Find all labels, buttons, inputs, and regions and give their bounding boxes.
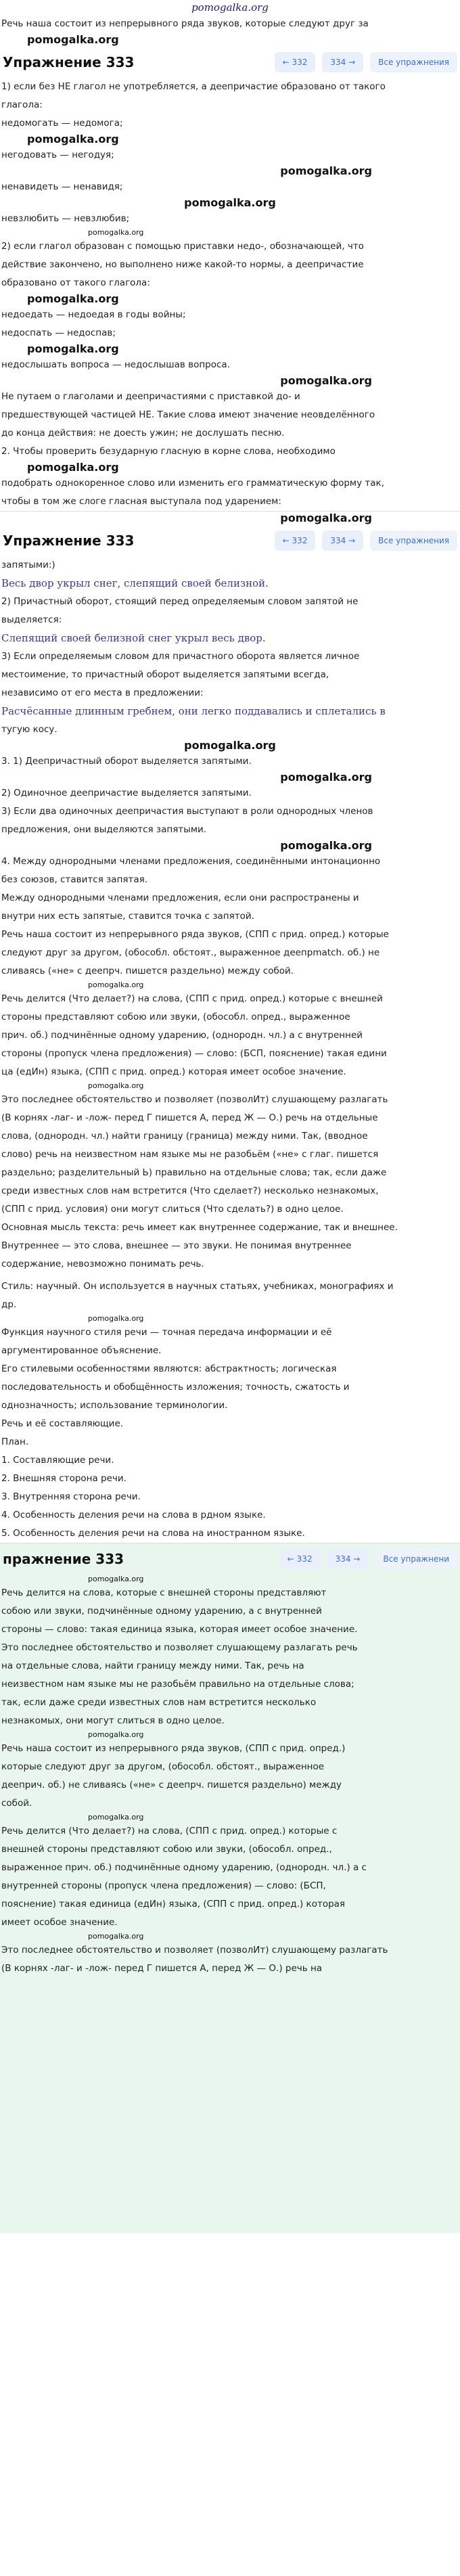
text-line: чтобы в том же слоге гласная выступала под ударением:	[1, 496, 281, 507]
text-line: стороны (пропуск члена предложения) — слово: (БСП, пояснение) такая едини	[1, 1048, 387, 1059]
text-line: дееприч. об.) не сливаясь («не» с деепрч. пишется раздельно) между	[1, 1780, 342, 1790]
text-line: Это последнее обстоятельство и позволяет слушающему разлагать речь	[1, 1642, 358, 1653]
exercise-title: Упражнение 333	[3, 533, 135, 549]
text-line: 1) если без НЕ глагол не употребляется, а деепричастие образовано от такого	[1, 81, 386, 92]
text-line: прич. об.) подчинённые одному ударению, (однородн. чл.) а с внутренней	[1, 1030, 363, 1041]
all-exercises-button[interactable]: Все упражнени	[375, 1549, 457, 1569]
text-line: ненавидеть — ненавидя;	[1, 181, 123, 192]
text-line: выделяется:	[1, 614, 62, 625]
text-line: предшествующей частицей НЕ. Такие слова имеют значение неовделённого	[1, 409, 375, 420]
text-line: слова, (однородн. чл.) найти границу (граница) между ними. Так, (вводное	[1, 1131, 368, 1142]
exercise-title: пражнение 333	[3, 1551, 124, 1567]
text-line: последовательность и обобщённость изложения; точность, сжатость и	[1, 1382, 350, 1393]
next-exercise-button[interactable]: 334 →	[327, 1549, 369, 1569]
watermark: pomogalka.org	[27, 292, 119, 305]
text-line: 1. Составляющие речи.	[1, 1455, 114, 1466]
text-line: на отдельные слова, найти границу между ними. Так, речь на	[1, 1660, 304, 1671]
text-line: предложения, они выделяются запятыми.	[1, 824, 207, 835]
text-line: Между однородными членами предложения, если они распространены и	[1, 892, 359, 903]
arrow-left-icon: ←	[282, 536, 292, 545]
watermark: pomogalka.org	[88, 1813, 144, 1822]
arrow-right-icon: →	[346, 58, 356, 67]
text-line: слово) речь на неизвестном нам языке мы не разобьём («не» с глаг. пишется	[1, 1149, 379, 1160]
text-line: среди известных слов нам встретится (Что сделает?) несколько незнакомых,	[1, 1185, 379, 1196]
text-line: 2) если глагол образован с помощью приставки недо-, обозначающей, что	[1, 241, 364, 252]
text-line: сливаясь («не» с деепрч. пишется раздельно) между собой.	[1, 966, 294, 976]
text-line: 4. Между однородными членами предложения, соединёнными интонационно	[1, 856, 381, 867]
site-logo[interactable]: pomogalka.org	[191, 1, 269, 14]
text-line: Речь и её составляющие.	[1, 1418, 124, 1429]
arrow-left-icon: ←	[282, 58, 292, 67]
text-line: действие закончено, но выполнено ниже какой-то нормы, а деепричастие	[1, 259, 364, 270]
text-line: 2) Одиночное деепричастие выделяется запятыми.	[1, 788, 252, 798]
text-line: Речь делится на слова, которые с внешней стороны представляют	[1, 1587, 327, 1598]
watermark: pomogalka.org	[27, 342, 119, 355]
section-3	[0, 1543, 460, 2233]
text-line: внутренней стороны (пропуск члена предложения) — слово: (БСП,	[1, 1880, 326, 1891]
prev-exercise-button[interactable]: ← 332	[275, 530, 316, 551]
watermark: pomogalka.org	[88, 1081, 144, 1090]
watermark: pomogalka.org	[88, 1575, 144, 1583]
text-line: 3. Внутренняя сторона речи.	[1, 1491, 141, 1502]
text-line: 2. Внешняя сторона речи.	[1, 1473, 127, 1484]
text-line: Это последнее обстоятельство и позволяет (позволИт) слушающему разлагать	[1, 1094, 388, 1105]
prev-exercise-button[interactable]: ← 332	[279, 1549, 321, 1569]
prev-exercise-button[interactable]: ← 332	[275, 52, 316, 72]
handwritten-line: Слепящий своей белизной снег укрыл весь двор.	[1, 632, 266, 644]
text-line: Речь наша состоит из непрерывного ряда звуков, (СПП с прид. опред.) которые	[1, 929, 389, 940]
text-line: ца (едИн) языка, (СПП с прид. опред.) которая имеет особое значение.	[1, 1066, 346, 1077]
text-line: 2) Причастный оборот, стоящий перед определяемым словом запятой не	[1, 596, 359, 607]
handwritten-line: Весь двор укрыл снег, слепящий своей белизной.	[1, 577, 269, 589]
watermark: pomogalka.org	[184, 196, 276, 209]
exercise-bar	[0, 525, 460, 556]
arrow-right-icon: →	[346, 536, 356, 545]
text-line: содержание, невозможно понимать речь.	[1, 1259, 204, 1269]
text-line: План.	[1, 1437, 29, 1447]
text-line: пояснение) такая единица (едИн) языка, (СПП с прид. опред.) которая	[1, 1899, 346, 1910]
all-exercises-button[interactable]: Все упражнения	[370, 52, 457, 72]
watermark: pomogalka.org	[27, 33, 119, 46]
exercise-bar	[0, 1543, 460, 1575]
text-line: (В корнях -лаг- и -лож- перед Г пишется А, перед Ж — О.) речь на	[1, 1963, 323, 1974]
text-line: недоедать — недоедая в годы войны;	[1, 309, 186, 320]
text-line: Не путаем о глаголами и деепричастиями с приставкой до- и	[1, 391, 300, 402]
all-exercises-button[interactable]: Все упражнения	[370, 530, 457, 551]
text-line: раздельно; разделительный Ь) правильно на отдельные слова; так, если даже	[1, 1167, 387, 1178]
section-2	[0, 511, 460, 1543]
text-line: образовано от такого глагола:	[1, 277, 150, 288]
text-line: выраженное прич. об.) подчинённые одному ударению, (однородн. чл.) а с	[1, 1862, 367, 1873]
exercise-title: Упражнение 333	[3, 54, 135, 70]
text-line: Функция научного стиля речи — точная передача информации и её	[1, 1327, 332, 1338]
text-line: (СПП с прид. условия) они могут слиться (Что сделать?) в одно целое.	[1, 1204, 344, 1215]
watermark: pomogalka.org	[27, 133, 119, 145]
text-line: однозначность; использование терминологии.	[1, 1400, 228, 1411]
text-line: стороны представляют собою или звуки, (обособл. опред., выраженное	[1, 1012, 350, 1022]
text-line: собою или звуки, подчинённые одному ударению, а с внутренней	[1, 1606, 322, 1617]
text-line: неизвестном нам языке мы не разобьём правильно на отдельные слова;	[1, 1679, 354, 1690]
watermark: pomogalka.org	[280, 374, 372, 387]
text-line: невзлюбить — невзлюбив;	[1, 213, 130, 224]
text-line: 4. Особенность деления речи на слова в рдном языке.	[1, 1510, 266, 1520]
text-line: тугую косу.	[1, 724, 58, 735]
text-line: аргументированное объяснение.	[1, 1345, 162, 1356]
text-line: негодовать — негодуя;	[1, 150, 114, 160]
text-line: Речь делится (Что делает?) на слова, (СПП с прид. опред.) которые с	[1, 1826, 338, 1836]
text-line: Речь наша состоит из непрерывного ряда звуков, (СПП с прид. опред.)	[1, 1743, 346, 1754]
watermark: pomogalka.org	[88, 228, 144, 237]
handwritten-line: Расчёсанные длинным гребнем, они легко поддавались и сплетались в	[1, 705, 386, 717]
text-line: 3) Если определяемым словом для причастного оборота является личное	[1, 651, 360, 662]
exercise-bar	[0, 47, 460, 78]
watermark: pomogalka.org	[280, 771, 372, 784]
text-line: Это последнее обстоятельство и позволяет (позволИт) слушающему разлагать	[1, 1945, 388, 1956]
text-line: внешней стороны представляют собою или звуки, (обособл. опред.,	[1, 1844, 332, 1855]
watermark: pomogalka.org	[88, 1314, 144, 1323]
watermark: pomogalka.org	[280, 512, 372, 524]
text-line: независимо от его места в предложении:	[1, 687, 204, 698]
text-line: 2. Чтобы проверить безударную гласную в корне слова, необходимо	[1, 446, 336, 457]
text-line: Его стилевыми особенностями являются: абстрактность; логическая	[1, 1363, 337, 1374]
text-line: так, если даже среди известных слов нам встретится несколько	[1, 1697, 317, 1708]
text-line: без союзов, ставится запятая.	[1, 874, 148, 885]
text-line: местоимение, то причастный оборот выделяется запятыми всегда,	[1, 669, 329, 680]
watermark: pomogalka.org	[88, 980, 144, 989]
text-line: недомогать — недомога;	[1, 118, 123, 129]
text-line: (В корнях -лаг- и -лож- перед Г пишется А, перед Ж — О.) речь на отдельные	[1, 1112, 378, 1123]
text-line: 3. 1) Деепричастный оборот выделяется запятыми.	[1, 756, 252, 767]
text-line: недослышать вопроса — недослышав вопроса.	[1, 359, 230, 370]
text-line: 5. Особенность деления речи на слова на иностранном языке.	[1, 1528, 305, 1539]
text-line: глагола:	[1, 99, 43, 110]
watermark: pomogalka.org	[184, 739, 276, 752]
text-line: незнакомых, они могут слиться в одно целое.	[1, 1715, 225, 1726]
text-line: Основная мысль текста: речь имеет как внутреннее содержание, так и внешнее.	[1, 1222, 398, 1233]
text-line: до конца действия: не доесть ужин; не дослушать песню.	[1, 428, 285, 438]
text-line: др.	[1, 1299, 17, 1310]
text-line: подобрать однокоренное слово или изменить его грамматическую форму так,	[1, 478, 384, 489]
arrow-right-icon: →	[350, 1554, 361, 1564]
text-line: внутри них есть запятые, ставится точка с запятой.	[1, 911, 254, 922]
next-exercise-button[interactable]: 334 →	[322, 52, 363, 72]
text-line: 3) Если два одиночных деепричастия выступают в роли однородных членов	[1, 806, 373, 817]
text-line: Стиль: научный. Он используется в научных статьях, учебниках, монографиях и	[1, 1281, 394, 1292]
next-exercise-button[interactable]: 334 →	[322, 530, 363, 551]
watermark: pomogalka.org	[27, 461, 119, 474]
text-line: собой.	[1, 1798, 32, 1809]
watermark: pomogalka.org	[280, 839, 372, 852]
text-line: Речь наша состоит из непрерывного ряда звуков, которые следуют друг за	[1, 18, 369, 29]
watermark: pomogalka.org	[88, 1730, 144, 1739]
text-line: стороны — слово: такая единица языка, которая имеет особое значение.	[1, 1624, 358, 1635]
text-line: недоспать — недоспав;	[1, 327, 116, 338]
watermark: pomogalka.org	[280, 164, 372, 177]
text-line: Внутреннее — это слова, внешнее — это звуки. Не понимая внутреннее	[1, 1240, 352, 1251]
text-line: которые следуют друг за другом, (обособл. обстоят., выраженное	[1, 1761, 325, 1772]
text-line: запятыми:)	[1, 560, 55, 570]
text-line: имеет особое значение.	[1, 1917, 118, 1928]
section-1	[0, 15, 460, 511]
arrow-left-icon: ←	[287, 1554, 297, 1564]
text-line: следуют друг за другом, (обособл. обстоят., выраженное деепрmatch. об.) не	[1, 947, 380, 958]
watermark: pomogalka.org	[88, 1932, 144, 1941]
text-line: Речь делится (Что делает?) на слова, (СПП с прид. опред.) которые с внешней	[1, 993, 383, 1004]
